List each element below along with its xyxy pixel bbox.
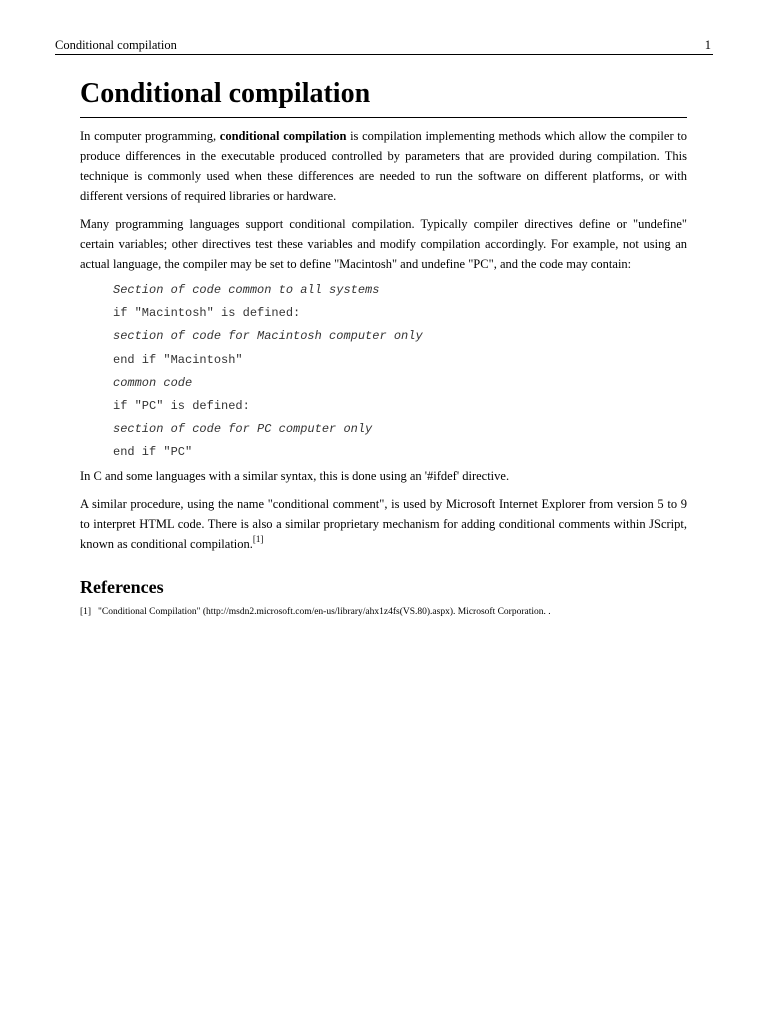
ifdef-paragraph: In C and some languages with a similar syntax, this is done using an '#ifdef' directive. — [80, 468, 510, 483]
article-title: Conditional compilation — [80, 76, 687, 118]
intro-paragraph — [80, 126, 687, 206]
reference-number: [1] — [80, 606, 92, 617]
code-line: section of code for PC computer only — [113, 422, 373, 437]
reference-item — [80, 605, 687, 619]
reference-text[interactable]: "Conditional Compilation" (http://msdn2.microsoft.com/en-us/library/ahx1z4fs(VS.80).aspx). Microsoft Corporation. . — [98, 606, 551, 617]
page-number: 1 — [704, 38, 711, 52]
code-line: if "PC" is defined: — [113, 398, 250, 413]
running-header — [55, 36, 713, 55]
directives-paragraph: Many programming languages support conditional compilation. Typically compiler directives define or "undefine" certain variables; other directives test these variables and modify compilation accordingly. For example, not using an actual language, the compiler may be set to define "Macintosh" and undefine "PC", and the code may contain: — [80, 217, 687, 271]
code-line: Section of code common to all systems — [113, 283, 380, 297]
conditional-comment-paragraph — [80, 494, 687, 554]
reference-list — [80, 605, 687, 619]
intro-bold-term: conditional compilation — [219, 129, 347, 143]
conditional-comment-text: A similar procedure, using the name "conditional comment", is used by Microsoft Internet Explorer from version 5 to 9 to interpret HTML code. There is also a similar proprietary mechanism for adding conditional comments within JScript, known as conditional compilation. — [80, 496, 687, 551]
running-header-title: Conditional compilation — [55, 38, 177, 52]
intro-text-start: In computer programming, — [80, 129, 220, 143]
references-heading: References — [80, 576, 164, 597]
intro-text-end: is compilation implementing methods which allow the compiler to produce differences in the executable produced controlled by parameters that are provided during compilation. This technique is commonly used when these differences are needed to run the software on different platforms, or with different versions of required libraries or hardware. — [80, 129, 687, 203]
code-line: if "Macintosh" is defined: — [113, 306, 301, 321]
code-line: common code — [113, 375, 193, 390]
code-line: section of code for Macintosh computer only — [113, 329, 423, 344]
citation-link[interactable]: [1] — [252, 533, 264, 544]
code-line: end if "PC" — [113, 445, 193, 460]
article-body — [80, 76, 687, 619]
code-line: end if "Macintosh" — [113, 352, 243, 367]
code-example — [113, 279, 687, 465]
